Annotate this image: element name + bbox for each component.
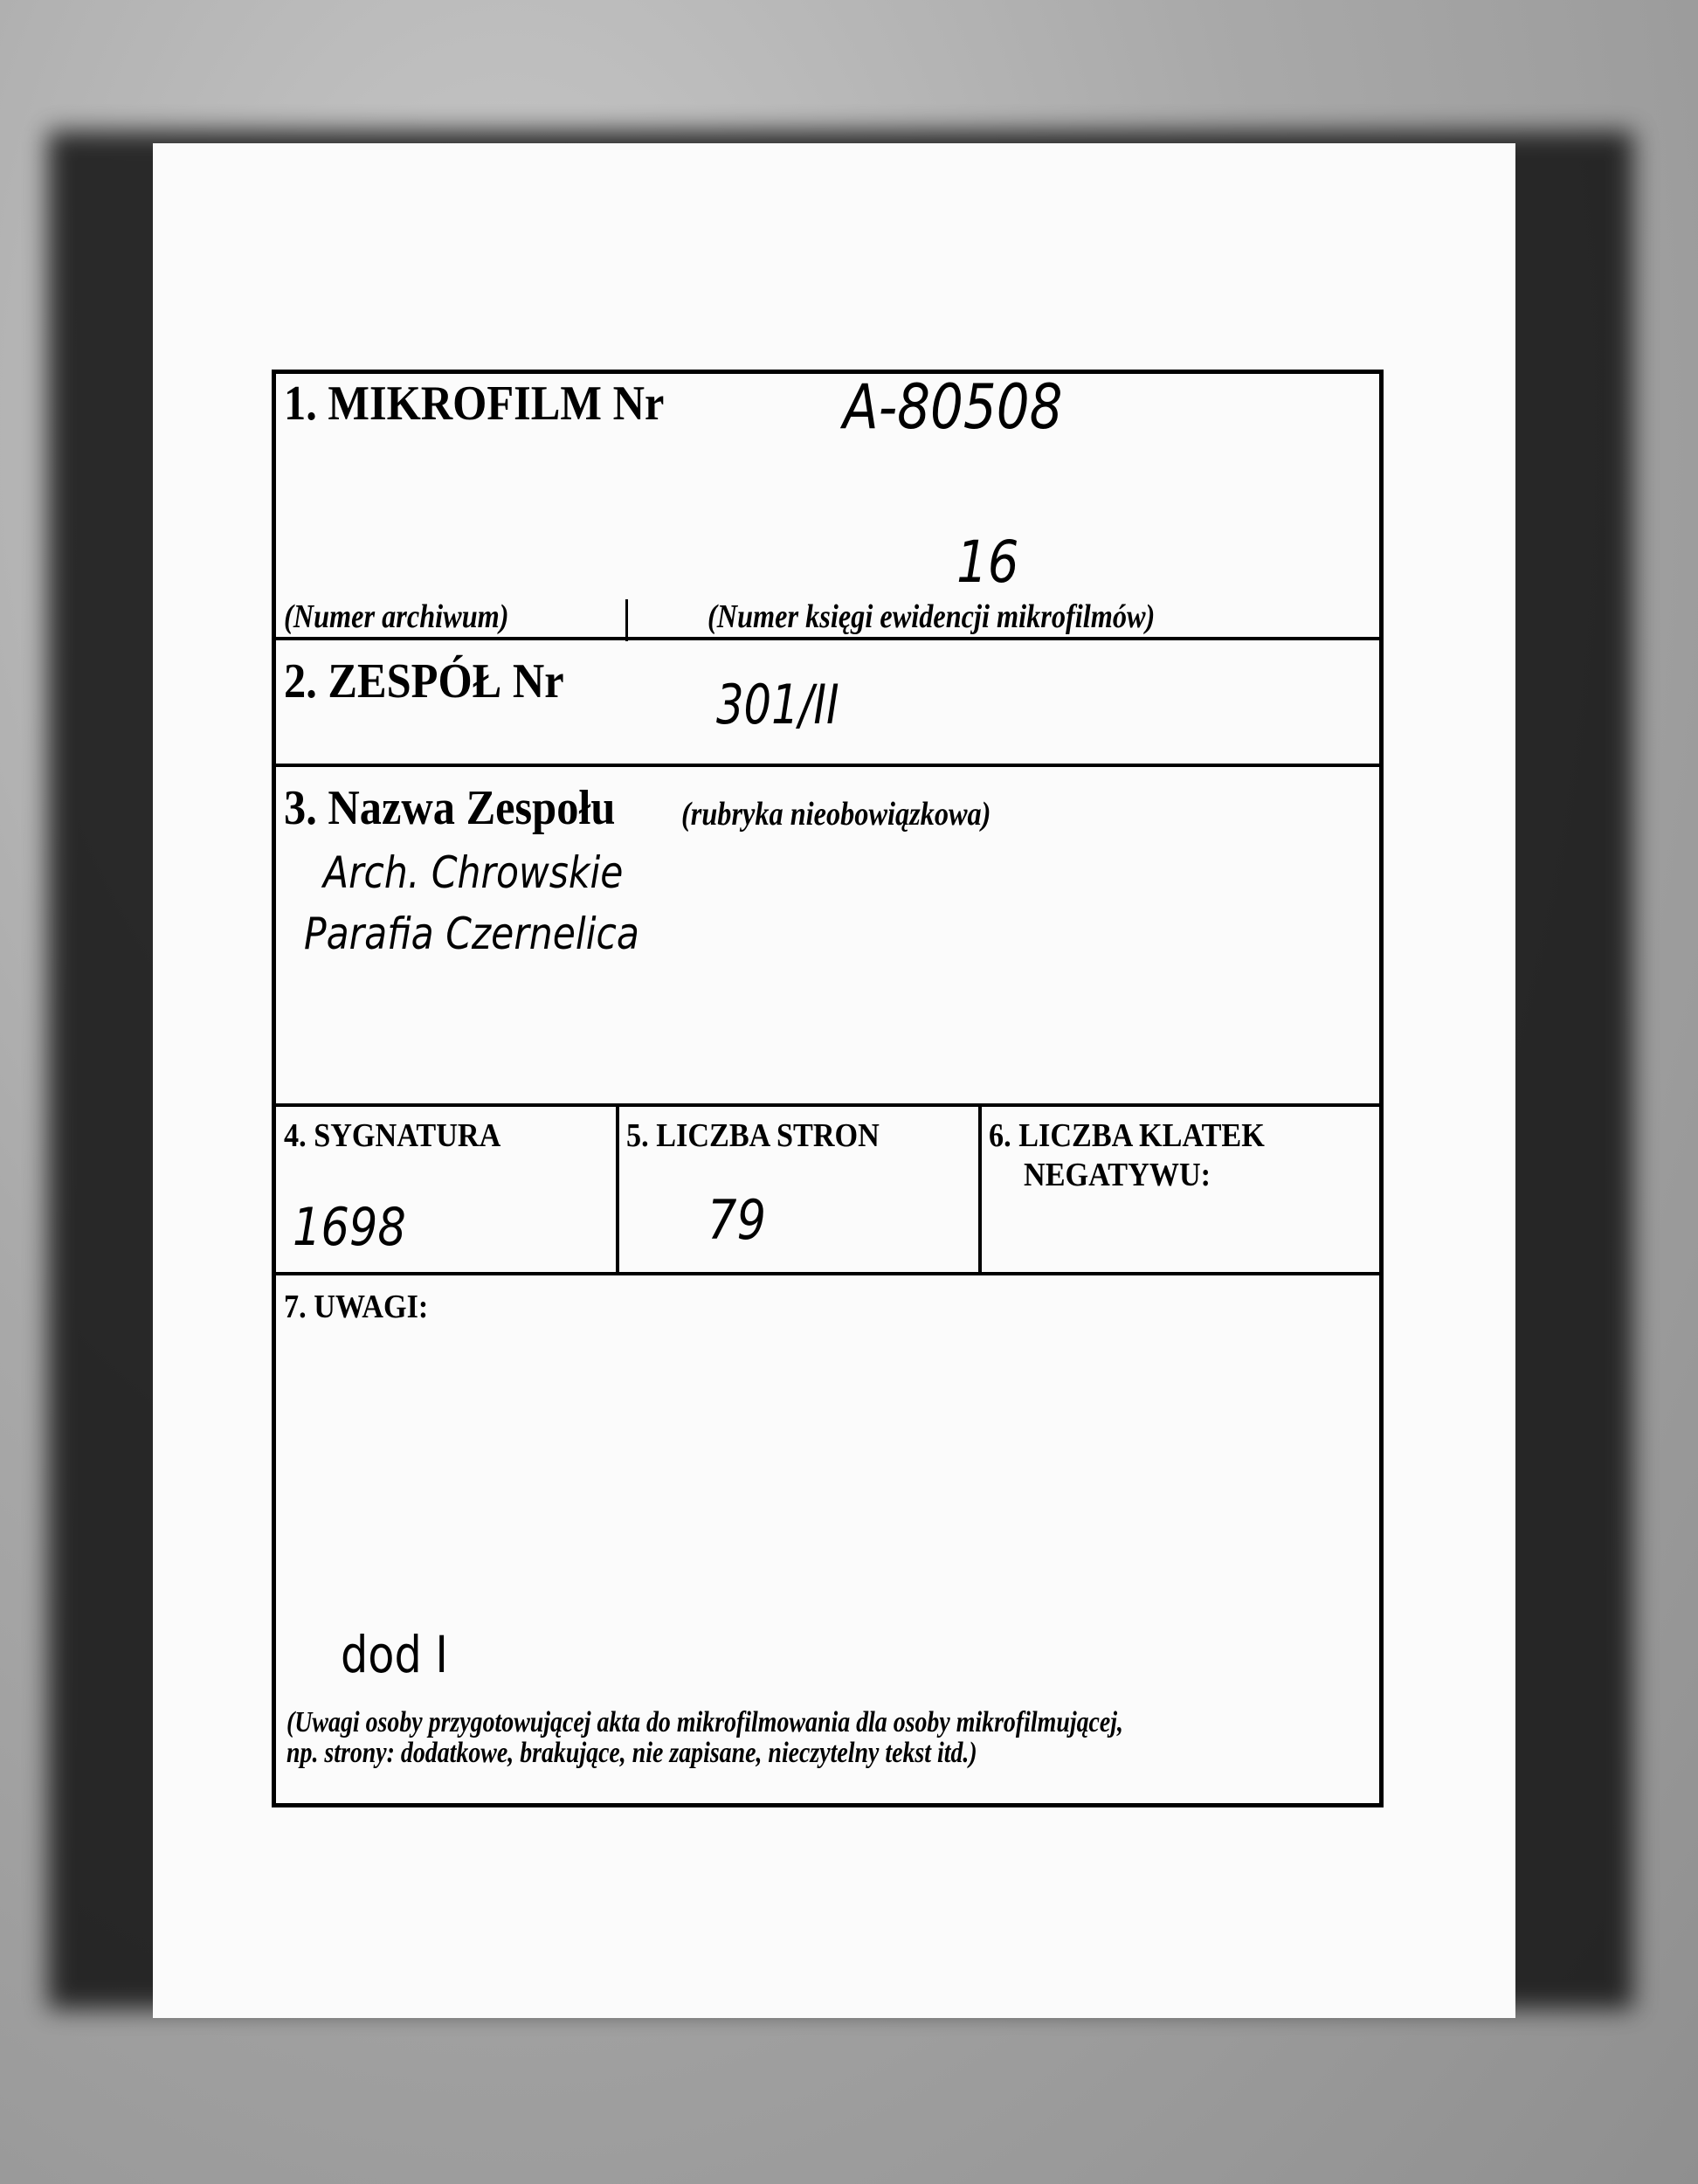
row-divider [276, 1103, 1379, 1107]
field6-label-line2: NEGATYWU: [1024, 1157, 1211, 1193]
row-divider [276, 637, 1379, 640]
fonds-name-line2: Parafia Czernelica [304, 909, 639, 959]
column-divider [616, 1103, 619, 1275]
caption-separator [625, 599, 628, 641]
column-divider [978, 1103, 982, 1275]
microfilm-form [272, 370, 1384, 1807]
register-number-value: 16 [956, 529, 1019, 596]
field1-label: 1. MIKROFILM Nr [284, 377, 665, 431]
field7-label: 7. UWAGI: [284, 1289, 429, 1325]
field3-note: (rubryka nieobowiązkowa) [681, 796, 991, 833]
register-caption: (Numer księgi ewidencji mikrofilmów) [708, 598, 1156, 635]
field2-label: 2. ZESPÓŁ Nr [284, 654, 564, 708]
remarks-caption-line1: (Uwagi osoby przygotowującej akta do mikrofilmowania dla osoby mikrofilmującej, [286, 1706, 1124, 1738]
remarks-caption-line2: np. strony: dodatkowe, brakujące, nie zapisane, nieczytelny tekst itd.) [286, 1737, 977, 1769]
microfilm-number-value: A-80508 [843, 371, 1063, 443]
fonds-name-line1: Arch. Chrowskie [323, 847, 624, 898]
page-count-value: 79 [708, 1188, 767, 1252]
row-divider [276, 764, 1379, 767]
row-divider [276, 1272, 1379, 1275]
signature-value: 1698 [293, 1197, 406, 1258]
archive-number-caption: (Numer archiwum) [284, 598, 509, 635]
field3-label: 3. Nazwa Zespołu [284, 781, 616, 835]
field6-label-line1: 6. LICZBA KLATEK [989, 1117, 1265, 1154]
field4-label: 4. SYGNATURA [284, 1117, 501, 1154]
fonds-number-value: 301/II [716, 673, 839, 736]
remarks-value: dod I [341, 1625, 448, 1684]
field5-label: 5. LICZBA STRON [626, 1117, 880, 1154]
